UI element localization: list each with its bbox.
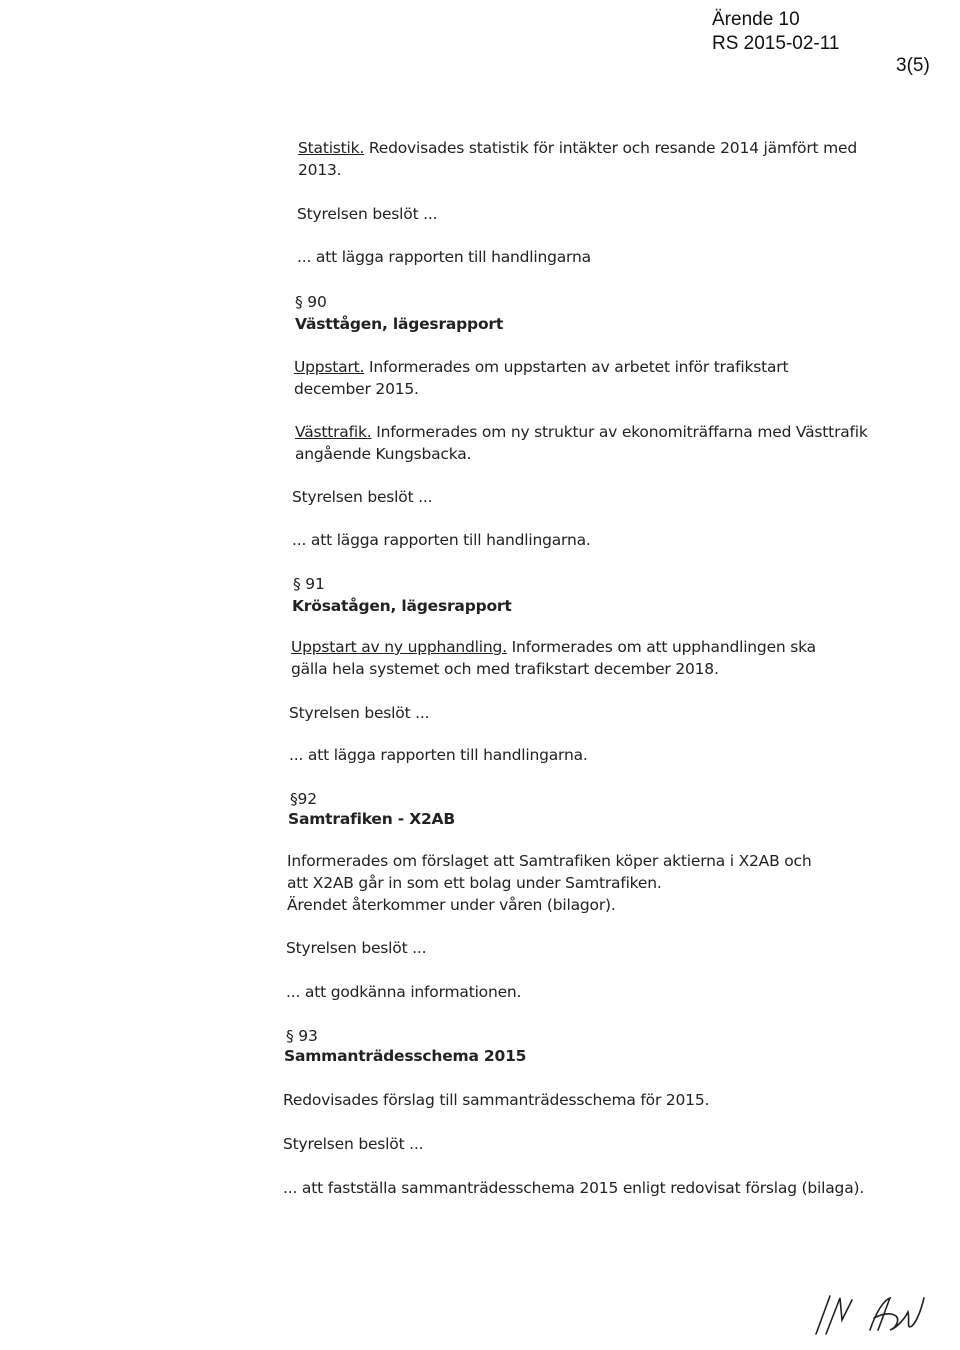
decision-result: ... att lägga rapporten till handlingarna — [297, 248, 591, 266]
decision-intro: Styrelsen beslöt ... — [289, 704, 430, 722]
signature-initials — [812, 1290, 932, 1340]
decision-intro: Styrelsen beslöt ... — [286, 939, 427, 957]
vasttrafik-heading: Västtrafik. — [295, 423, 372, 441]
decision-intro: Styrelsen beslöt ... — [283, 1135, 424, 1153]
section-title: Västtågen, lägesrapport — [295, 315, 504, 333]
section-number: § 91 — [293, 575, 325, 593]
section-number: § 90 — [295, 293, 327, 311]
meeting-reference: RS 2015-02-11 — [712, 33, 840, 54]
decision-intro: Styrelsen beslöt ... — [297, 205, 438, 223]
statistik-text: Redovisades statistik för intäkter och resande 2014 jämfört med — [364, 139, 857, 157]
arende-number: Ärende 10 — [712, 9, 800, 30]
document-header — [712, 8, 839, 56]
section-title: Sammanträdesschema 2015 — [284, 1047, 527, 1065]
statistik-heading: Statistik. — [298, 139, 365, 157]
decision-intro: Styrelsen beslöt ... — [292, 488, 433, 506]
section-title: Samtrafiken - X2AB — [288, 810, 455, 828]
upphandling-paragraph: Uppstart av ny upphandling. Informerades om att upphandlingen ska gälla hela systemet och med trafikstart december 2018. — [291, 638, 816, 678]
upphandling-heading: Uppstart av ny upphandling. — [291, 638, 507, 656]
decision-result: ... att lägga rapporten till handlingarna. — [289, 746, 588, 764]
statistik-year: 2013. — [298, 161, 342, 179]
samtrafiken-paragraph: Informerades om förslaget att Samtrafiken köper aktierna i X2AB och att X2AB går in som ett bolag under Samtrafiken. Ärendet återkommer under våren (bilagor). — [287, 852, 812, 914]
decision-result: ... att fastställa sammanträdesschema 2015 enligt redovisat förslag (bilaga). — [283, 1179, 865, 1197]
decision-result: ... att lägga rapporten till handlingarna. — [292, 531, 591, 549]
section-number: §92 — [290, 790, 317, 808]
section-number: § 93 — [286, 1027, 318, 1045]
schema-paragraph: Redovisades förslag till sammanträdesschema för 2015. — [283, 1091, 710, 1109]
section-title: Krösatågen, lägesrapport — [292, 597, 512, 615]
uppstart-heading: Uppstart. — [294, 358, 365, 376]
vasttrafik-paragraph: Västtrafik. Informerades om ny struktur av ekonomiträffarna med Västtrafik angående Kungsbacka. — [295, 423, 868, 463]
page-number: 3(5) — [896, 55, 930, 76]
decision-result: ... att godkänna informationen. — [286, 983, 522, 1001]
statistik-paragraph — [298, 137, 857, 181]
uppstart-paragraph: Uppstart. Informerades om uppstarten av arbetet inför trafikstart december 2015. — [294, 358, 789, 398]
